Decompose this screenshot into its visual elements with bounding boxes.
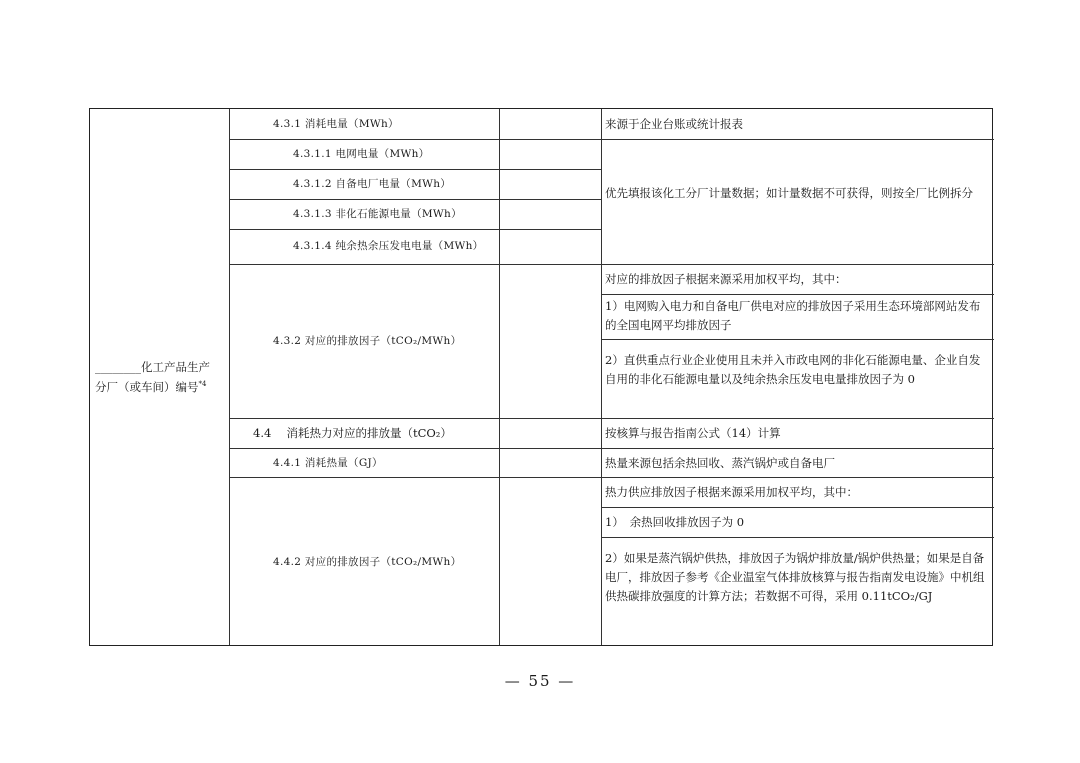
- row-line: [229, 169, 601, 170]
- row-44-name: 4.4 消耗热力对应的排放量（tCO₂）: [253, 426, 452, 440]
- row-442-source-b: 1） 余热回收排放因子为 0: [605, 515, 745, 529]
- row-432-source-b: 1）电网购入电力和自备电厂供电对应的排放因子采用生态环境部网站发布的全国电网平均排放因子: [605, 299, 981, 332]
- group-label-line1: ________化工产品生产: [95, 360, 210, 374]
- row-442-source-c: 2）如果是蒸汽锅炉供热，排放因子为锅炉排放量/锅炉供热量；如果是自备电厂，排放因子参考《企业温室气体排放核算与报告指南发电设施》中机组供热碳排放强度的计算方法；若数据不可得，采用 0.11tCO₂/GJ: [605, 551, 985, 603]
- row-441-source: 热量来源包括余热回收、蒸汽锅炉或自备电厂: [605, 456, 835, 470]
- row-4313-name: 4.3.1.3 非化石能源电量（MWh）: [293, 208, 462, 220]
- row-line: [229, 264, 994, 265]
- row-line: [601, 339, 994, 340]
- row-432-name: 4.3.2 对应的排放因子（tCO₂/MWh）: [273, 335, 462, 347]
- row-line: [229, 139, 994, 140]
- row-4314-name: 4.3.1.4 纯余热余压发电电量（MWh）: [293, 240, 484, 252]
- row-4311-name: 4.3.1.1 电网电量（MWh）: [293, 148, 430, 160]
- col-divider-1: [229, 109, 230, 645]
- footnote-marker: *4: [198, 380, 207, 388]
- page-number: — 55 —: [504, 672, 576, 690]
- row-431x-source: 优先填报该化工分厂计量数据；如计量数据不可获得，则按全厂比例拆分: [605, 186, 973, 200]
- row-line: [229, 448, 994, 449]
- row-line: [229, 199, 601, 200]
- row-line: [229, 418, 994, 419]
- row-line: [229, 477, 994, 478]
- col-divider-3: [601, 109, 602, 645]
- row-431-source: 来源于企业台账或统计报表: [605, 117, 743, 131]
- row-432-source-a: 对应的排放因子根据来源采用加权平均，其中：: [605, 272, 847, 286]
- row-4312-name: 4.3.1.2 自备电厂电量（MWh）: [293, 178, 452, 190]
- col-divider-2: [499, 109, 500, 645]
- row-442-name: 4.4.2 对应的排放因子（tCO₂/MWh）: [273, 556, 462, 568]
- row-441-name: 4.4.1 消耗热量（GJ）: [273, 457, 383, 469]
- row-432-source-c: 2）直供重点行业企业使用且未并入市政电网的非化石能源电量、企业自发自用的非化石能源电量以及纯余热余压发电电量排放因子为 0: [605, 353, 981, 386]
- row-line: [601, 294, 994, 295]
- row-line: [601, 507, 994, 508]
- row-442-source-a: 热力供应排放因子根据来源采用加权平均，其中：: [605, 485, 858, 499]
- group-label-line2: 分厂（或车间）编号: [95, 379, 199, 394]
- group-label: [95, 359, 227, 396]
- row-431-name: 4.3.1 消耗电量（MWh）: [273, 118, 399, 130]
- row-line: [601, 537, 994, 538]
- row-line: [229, 229, 601, 230]
- row-44-source: 按核算与报告指南公式（14）计算: [605, 426, 781, 440]
- data-table: [89, 108, 993, 646]
